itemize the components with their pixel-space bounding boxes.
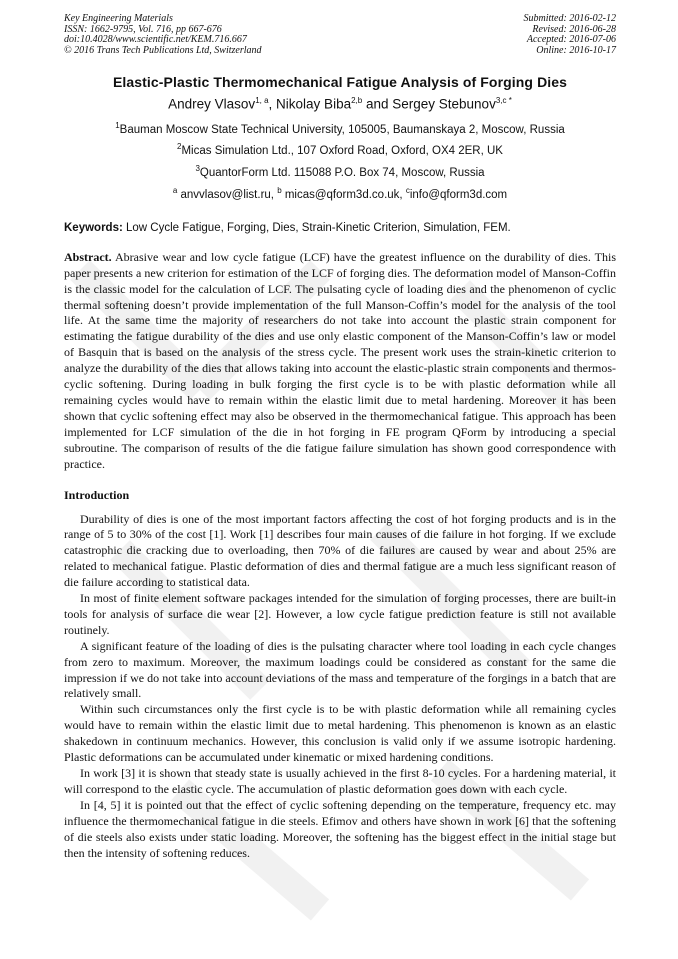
paragraph: In [4, 5] it is pointed out that the effect of cyclic softening depending on the temperature, frequency etc. may influence the thermomechanical fatigue in die steels. Efimov and others have shown in work [6] that the softening of die steels also exists under static loading. Moreover, the softening has the biggest effect in the initial stage but then the intensity of softening reduces. bbox=[64, 797, 616, 860]
author-name: Nikolay Biba bbox=[276, 96, 352, 112]
keywords-text: Low Cycle Fatigue, Forging, Dies, Strain-Kinetic Criterion, Simulation, FEM. bbox=[122, 221, 511, 234]
author-list bbox=[64, 96, 616, 112]
author-separator: , bbox=[268, 96, 277, 112]
journal-name: Key Engineering Materials bbox=[64, 13, 173, 24]
journal-doi[interactable]: doi:10.4028/www.scientific.net/KEM.716.667 bbox=[64, 34, 247, 45]
abstract bbox=[64, 250, 616, 473]
email-superscript: b bbox=[277, 185, 282, 195]
author-separator: and bbox=[362, 96, 393, 112]
email-superscript: a bbox=[172, 185, 178, 195]
paragraph: Within such circumstances only the first cycle is to be with plastic deformation while all remaining cycles would have to remain within the elastic limit due to metal hardening. This phenomenon is known as an elastic shakedown in continuum mechanics. However, this conclusion is valid only if we assume isotropic hardening. Plastic deformations can be accumulated under kinematic or mixed hardening conditions. bbox=[64, 702, 616, 765]
abstract-label: Abstract. bbox=[64, 249, 112, 264]
paragraph: In work [3] it is shown that steady state is usually achieved in the first 8-10 cycles. For a hardening material, it will correspond to the elastic cycle. The accumulation of plastic deformation goes down with each cycle. bbox=[64, 766, 616, 796]
affiliation-text: Micas Simulation Ltd., 107 Oxford Road, Oxford, OX4 2ER, UK bbox=[181, 145, 503, 158]
publication-dates bbox=[524, 14, 617, 56]
affiliation-item bbox=[64, 138, 616, 160]
journal-copyright: © 2016 Trans Tech Publications Ltd, Switzerland bbox=[64, 44, 262, 56]
email-link[interactable]: micas@qform3d.co.uk, bbox=[281, 188, 406, 201]
date-revised: Revised: 2016-06-28 bbox=[532, 23, 616, 35]
section-heading: Introduction bbox=[64, 487, 130, 502]
date-accepted: Accepted: 2016-07-06 bbox=[526, 34, 616, 45]
email-link[interactable]: anvvlasov@list.ru, bbox=[177, 188, 278, 201]
author-name: Sergey Stebunov bbox=[392, 96, 496, 112]
paper-page bbox=[64, 14, 616, 861]
journal-issn: ISSN: 1662-9795, Vol. 716, pp 667-676 bbox=[64, 23, 222, 35]
paper-title: Elastic-Plastic Thermomechanical Fatigue Analysis of Forging Dies bbox=[112, 74, 568, 90]
journal-header bbox=[64, 14, 616, 56]
affiliation-item bbox=[64, 117, 616, 139]
introduction-body bbox=[64, 512, 616, 862]
author-superscript: 1, a bbox=[255, 96, 269, 105]
affiliations bbox=[64, 117, 616, 204]
paragraph: In most of finite element software packages intended for the simulation of forging processes, there are built-in tools for analysis of surface die wear [2]. However, a low cycle fatigue prediction feature is still not available routinely. bbox=[64, 591, 616, 637]
date-submitted: Submitted: 2016-02-12 bbox=[523, 13, 616, 24]
author-name: Andrey Vlasov bbox=[168, 96, 256, 112]
affiliation-number: 3 bbox=[195, 164, 200, 174]
abstract-text: Abrasive wear and low cycle fatigue (LCF) have the greatest influence on the durability of dies. This paper presents a new criterion for estimation of the LCF of forging dies. The deformation model of Manson-Coffin is the classic model for the calculation of LCF. The pulsating cycle of loading dies and the phenomenon of cyclic thermal softening doesn’t provide implementation of the full Manson-Coffin’s model for the analysis of the tool life. At the same time the majority of researchers do not take into account the plastic strain component for estimating the fatigue durability of the dies and use only elastic component of the Manson-Coffin’s law or model of Basquin that is based on the analysis of the stress cycle. The present work uses the strain-kinetic criterion to analyze the durability of the dies that allows taking into account the elastic-plastic strain components and thermos-cyclic softening. During loading in bulk forging the first cycle is to be with plastic deformation while all remaining cycles would have to remain within the elastic limit due to metal hardening. Moreover it has been shown that cyclic softening effect may also be observed in the thermomechanical fatigue. This approach has been implemented for LCF simulation of the die in hot forging in FE program QForm by introducing a special subroutine. The comparison of results of the die fatigue failure simulation has shown good correspondence with practice. bbox=[64, 249, 616, 471]
author-superscript: 2,b bbox=[351, 96, 363, 105]
keywords bbox=[64, 222, 616, 234]
email-link[interactable]: info@qform3d.com bbox=[409, 188, 508, 201]
affiliation-text: Bauman Moscow State Technical University, 105005, Baumanskaya 2, Moscow, Russia bbox=[119, 123, 565, 136]
affiliation-number: 2 bbox=[177, 142, 182, 152]
author-superscript: 3,c * bbox=[495, 96, 512, 105]
email-list bbox=[64, 182, 616, 204]
date-online: Online: 2016-10-17 bbox=[536, 44, 616, 56]
paragraph: Durability of dies is one of the most important factors affecting the cost of hot forging products and is in the range of 5 to 30% of the cost [1]. Work [1] describes four main causes of die failure in hot forging. If we exclude catastrophic die cracking due to overloading, then 70% of die failures are caused by wear and about 25% are related to mechanical fatigue. Plastic deformation of dies and thermal fatigue are a much less significant reason of die failure according to statistical data. bbox=[64, 511, 616, 590]
affiliation-number: 1 bbox=[115, 120, 120, 130]
journal-info bbox=[64, 14, 262, 56]
keywords-label: Keywords: bbox=[64, 221, 123, 234]
affiliation-text: QuantorForm Ltd. 115088 P.O. Box 74, Moscow, Russia bbox=[199, 166, 485, 179]
affiliation-item bbox=[64, 160, 616, 182]
email-superscript: c bbox=[405, 185, 410, 195]
paragraph: A significant feature of the loading of dies is the pulsating character where tool loading in each cycle changes from zero to maximum. Moreover, the maximum loadings could be considered as constant for the same die impression if we do not take into account deviations of the mass and temperature of the forgings in a batch that are relatively small. bbox=[64, 638, 616, 701]
